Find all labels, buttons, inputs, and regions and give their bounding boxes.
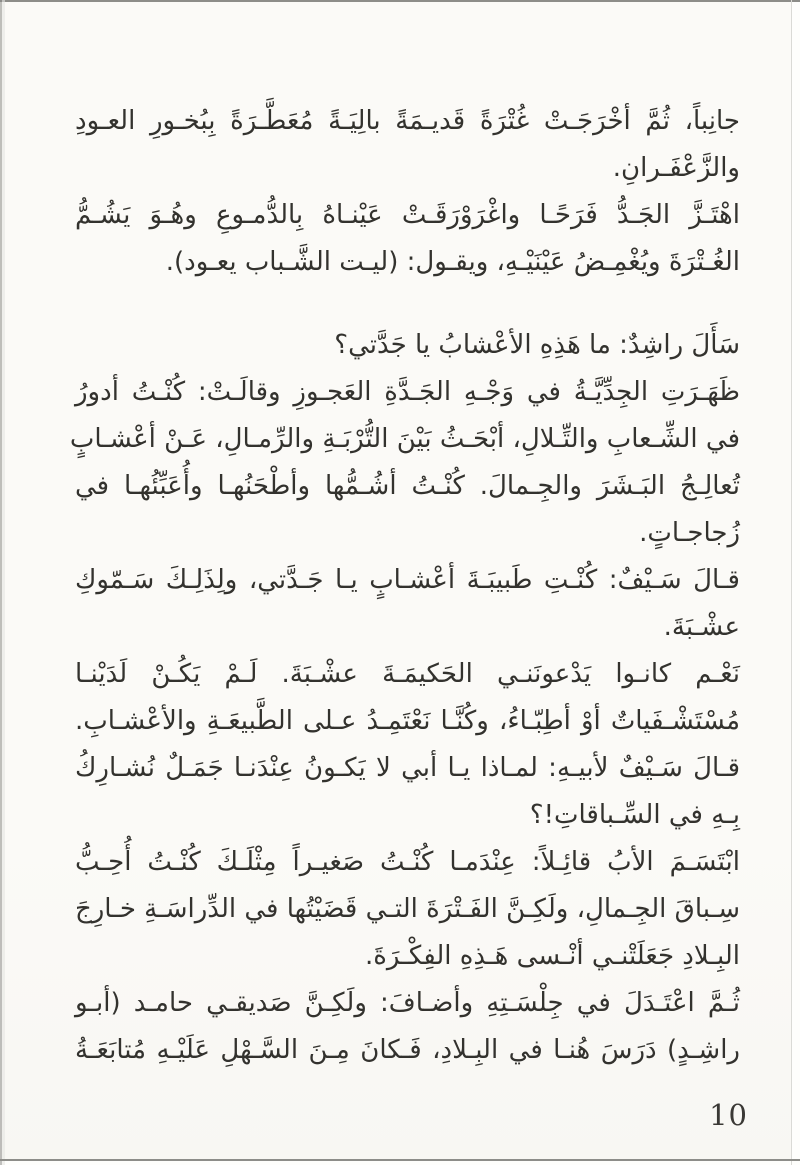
text-line: نَعْـم كانـوا يَدْعونَنـي الحَكيمَـةَ عشْـبَةَ. لَـمْ يَكُـنْ لَدَيْنـا	[75, 659, 740, 689]
page-edge-bottom	[0, 1159, 800, 1161]
text-line: مُسْتَشْـفَياتٌ أوْ أطِبّـاءُ، وكُنَّـا نَعْتَمِـدُ عـلى الطَّبيعَـةِ والأعْشـابِ.	[75, 706, 740, 736]
page-edge-left-soft	[2, 0, 5, 1165]
text-line: ابْتَسَـمَ الأبُ قائِـلاً: عِنْدَمـا كُنْـتُ صَغيـراً مِثْلَـكَ كُنْـتُ أُحِـبُّ	[75, 847, 740, 877]
page-number: 10	[709, 1098, 748, 1132]
body-text-block	[69, 98, 740, 1074]
text-line: ثُـمَّ اعْتَـدَلَ في جِلْسَـتِهِ وأضـافَ: ولَكِـنَّ صَديقـي حامـد (أبـو	[75, 988, 740, 1018]
page-edge-right	[791, 0, 792, 1165]
text-line: سِـباقَ الجِـمالِ، ولَكِـنَّ الفَـتْرَةَ التـي قَضَيْتُها في الدِّراسَـةِ خـارِجَ	[74, 894, 740, 924]
text-line: في الشِّـعابِ والتِّـلالِ، أبْحَـثُ بَيْنَ التُّرْبَـةِ والرِّمـالِ، عَـنْ أعْشـابٍ	[69, 424, 740, 454]
text-line: تُعالِـجُ البَـشَرَ والجِـمالَ. كُنْـتُ أشُـمُّها وأطْحَنُهـا وأُعَبِّئُهـا في	[75, 471, 740, 501]
page-side-strip-bottom	[0, 1161, 800, 1165]
text-line: الغُـتْرَةَ ويُغْمِـضُ عَيْنَيْـهِ، ويقـول: (ليـت الشَّـباب يعـود).	[165, 247, 740, 277]
text-line: عشْـبَةَ.	[663, 612, 740, 642]
text-line: البِـلادِ جَعَلَتْنـي أنْـسى هَـذِهِ الفِكْـرَةَ.	[364, 941, 740, 971]
paragraph-gap	[75, 286, 740, 322]
text-line: اهْتَـزَّ الجَـدُّ فَرَحًـا واغْرَوْرَقَـتْ عَيْنـاهُ بِالدُّمـوعِ وهُـوَ يَشُـمُّ	[75, 200, 740, 230]
text-line: والزَّعْفَـرانِ.	[612, 153, 740, 183]
text-line: جانِباً، ثُمَّ أخْرَجَـتْ غُتْرَةً قَديـمَةً بالِيَـةً مُعَطَّـرَةً بِبُخـورِ العـودِ	[75, 106, 740, 136]
text-line: قـالَ سَـيْفٌ لأبيـهِ: لمـاذا يـا أبي لا يَكـونُ عِنْدَنـا جَمَـلٌ نُشـارِكُ	[75, 753, 740, 783]
text-line: راشِـدٍ) دَرَسَ هُنـا في البِـلادِ، فَـكانَ مِـنَ السَّـهْلِ عَلَيْـهِ مُتابَعَـةُ	[75, 1035, 740, 1065]
text-line: سَأَلَ راشِدٌ: ما هَذِهِ الأعْشابُ يا جَدَّتي؟	[334, 330, 740, 360]
page-side-strip-right	[792, 0, 800, 1165]
text-line: ظَهَـرَتِ الجِدِّيَّـةُ في وَجْـهِ الجَـدَّةِ العَجـوزِ وقالَـتْ: كُنْـتُ أدورُ	[75, 377, 740, 407]
text-line: بِـهِ في السِّـباقاتِ!؟	[529, 800, 740, 830]
text-line: قـالَ سَـيْفٌ: كُنْـتِ طَبيبَـةَ أعْشـابٍ يـا جَـدَّتي، ولِذَلِـكَ سَـمّوكِ	[75, 565, 740, 595]
text-line: زُجاجـاتٍ.	[639, 518, 740, 548]
page-edge-top	[0, 0, 800, 2]
